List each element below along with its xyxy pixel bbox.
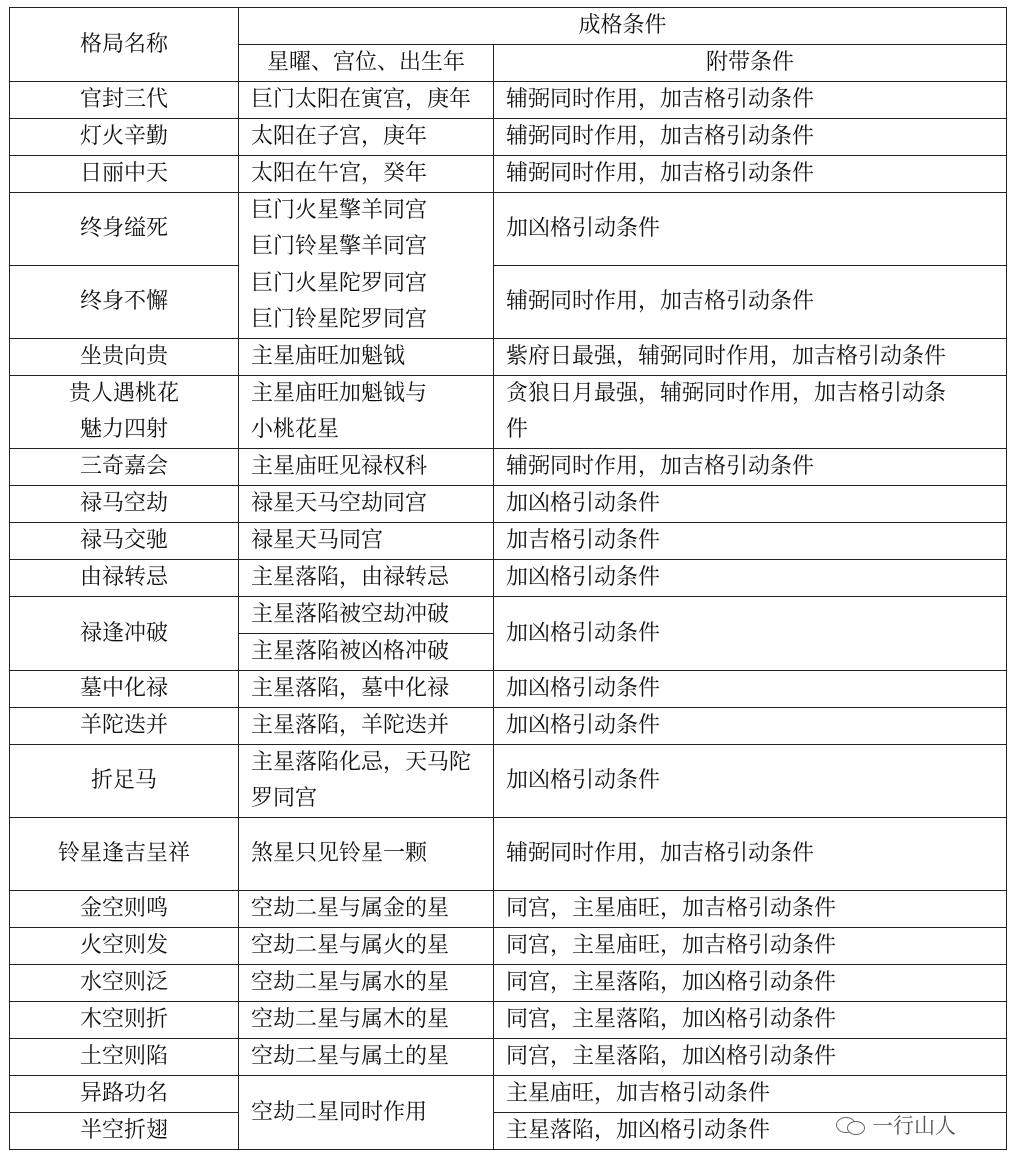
- pattern-extra: 加凶格引动条件: [494, 560, 1007, 597]
- pattern-extra: 紫府日最强，辅弼同时作用，加吉格引动条件: [494, 339, 1007, 376]
- pattern-extra: 主星落陷，加凶格引动条件: [494, 1113, 1007, 1150]
- pattern-name: 坐贵向贵: [10, 339, 239, 376]
- condition-line: 罗同宫: [251, 786, 318, 811]
- table-row: [10, 745, 1007, 818]
- pattern-extra: 辅弼同时作用，加吉格引动条件: [494, 156, 1007, 193]
- pattern-name: 木空则折: [10, 1002, 239, 1039]
- table-row: [10, 82, 1007, 119]
- pattern-extra: 加凶格引动条件: [494, 745, 1007, 818]
- condition-line: 巨门铃星擎羊同宫: [251, 234, 428, 260]
- pattern-extra: 辅弼同时作用，加吉格引动条件: [494, 818, 1007, 891]
- pattern-condition: 空劫二星与属金的星: [239, 891, 494, 928]
- header-pattern-name: 格局名称: [10, 8, 239, 82]
- table-row: [10, 486, 1007, 523]
- pattern-name: 由禄转忌: [10, 560, 239, 597]
- pattern-name: 日丽中天: [10, 156, 239, 193]
- pattern-condition: 禄星天马同宫: [239, 523, 494, 560]
- table-row: [10, 193, 1007, 266]
- pattern-extra: 同宫，主星庙旺，加吉格引动条件: [494, 928, 1007, 965]
- pattern-name: 折足马: [10, 745, 239, 818]
- pattern-condition: 空劫二星同时作用: [239, 1076, 494, 1150]
- pattern-name: 三奇嘉会: [10, 449, 239, 486]
- pattern-condition: 禄星天马空劫同宫: [239, 486, 494, 523]
- wechat-icon: [836, 1115, 866, 1135]
- pattern-condition: 空劫二星与属木的星: [239, 1002, 494, 1039]
- pattern-name: 火空则发: [10, 928, 239, 965]
- pattern-condition: [239, 266, 494, 339]
- table-row: [10, 1076, 1007, 1113]
- pattern-name: 土空则陷: [10, 1039, 239, 1076]
- pattern-name: 异路功名: [10, 1076, 239, 1113]
- table-row: [10, 266, 1007, 339]
- pattern-condition: 空劫二星与属火的星: [239, 928, 494, 965]
- condition-line: 巨门火星陀罗同宫: [251, 270, 428, 296]
- table-row: [10, 928, 1007, 965]
- header-conditions: 成格条件: [239, 8, 1007, 45]
- extra-line: 贪狼日月最强，辅弼同时作用，加吉格引动条: [506, 381, 947, 406]
- pattern-condition: 主星落陷被空劫冲破: [239, 597, 494, 634]
- pattern-condition: 煞星只见铃星一颗: [239, 818, 494, 891]
- table-row: [10, 560, 1007, 597]
- pattern-extra: 加凶格引动条件: [494, 597, 1007, 671]
- pattern-extra: 加凶格引动条件: [494, 193, 1007, 266]
- table-row: [10, 708, 1007, 745]
- pattern-name: 禄马空劫: [10, 486, 239, 523]
- pattern-condition: 主星落陷，羊陀迭并: [239, 708, 494, 745]
- condition-line: 主星庙旺加魁钺与: [251, 381, 428, 406]
- table-row: [10, 523, 1007, 560]
- pattern-table: [9, 7, 1007, 1150]
- pattern-condition: 主星落陷被凶格冲破: [239, 634, 494, 671]
- condition-line: 主星落陷化忌，天马陀: [251, 750, 472, 775]
- pattern-condition: 太阳在子宫，庚年: [239, 119, 494, 156]
- pattern-name: 终身不懈: [10, 266, 239, 339]
- pattern-name: 半空折翅: [10, 1113, 239, 1150]
- pattern-extra: 同宫，主星落陷，加凶格引动条件: [494, 965, 1007, 1002]
- table-row: [10, 449, 1007, 486]
- table-row: [10, 1002, 1007, 1039]
- pattern-name-line: 魅力四射: [79, 417, 168, 442]
- header-extra: 附带条件: [494, 45, 1007, 82]
- extra-line: 件: [506, 417, 529, 442]
- table-row: [10, 376, 1007, 449]
- pattern-name: 羊陀迭并: [10, 708, 239, 745]
- watermark-text: 一行山人: [872, 1114, 956, 1138]
- pattern-name: 灯火辛勤: [10, 119, 239, 156]
- table-row: [10, 965, 1007, 1002]
- pattern-condition: [239, 376, 494, 449]
- condition-line: 小桃花星: [251, 417, 340, 442]
- pattern-condition: 主星落陷，由禄转忌: [239, 560, 494, 597]
- table-row: [10, 119, 1007, 156]
- pattern-condition: 空劫二星与属土的星: [239, 1039, 494, 1076]
- table-row: [10, 339, 1007, 376]
- condition-line: 巨门火星擎羊同宫: [251, 198, 428, 224]
- pattern-extra: 同宫，主星庙旺，加吉格引动条件: [494, 891, 1007, 928]
- pattern-extra: 主星庙旺，加吉格引动条件: [494, 1076, 1007, 1113]
- pattern-extra: 同宫，主星落陷，加凶格引动条件: [494, 1002, 1007, 1039]
- watermark: [836, 1110, 956, 1140]
- pattern-condition: 巨门太阳在寅宫，庚年: [239, 82, 494, 119]
- pattern-extra: 加凶格引动条件: [494, 486, 1007, 523]
- pattern-extra: [494, 376, 1007, 449]
- table-row: [10, 671, 1007, 708]
- pattern-name: 禄马交驰: [10, 523, 239, 560]
- table-row: [10, 891, 1007, 928]
- pattern-condition: 空劫二星与属水的星: [239, 965, 494, 1002]
- pattern-name: 金空则鸣: [10, 891, 239, 928]
- pattern-condition: [239, 193, 494, 266]
- pattern-name: 官封三代: [10, 82, 239, 119]
- pattern-name: 禄逢冲破: [10, 597, 239, 671]
- pattern-extra: 辅弼同时作用，加吉格引动条件: [494, 119, 1007, 156]
- pattern-name: 水空则泛: [10, 965, 239, 1002]
- pattern-name-line: 贵人遇桃花: [68, 381, 179, 406]
- table-row: [10, 597, 1007, 634]
- pattern-extra: 加凶格引动条件: [494, 671, 1007, 708]
- pattern-extra: 加吉格引动条件: [494, 523, 1007, 560]
- pattern-condition: 太阳在午宫，癸年: [239, 156, 494, 193]
- pattern-extra: 辅弼同时作用，加吉格引动条件: [494, 82, 1007, 119]
- pattern-extra: 辅弼同时作用，加吉格引动条件: [494, 266, 1007, 339]
- pattern-name: [10, 376, 239, 449]
- condition-line: 巨门铃星陀罗同宫: [251, 306, 428, 332]
- pattern-extra: 加凶格引动条件: [494, 708, 1007, 745]
- pattern-extra: 辅弼同时作用，加吉格引动条件: [494, 449, 1007, 486]
- table-row: [10, 156, 1007, 193]
- pattern-name: 终身缢死: [10, 193, 239, 266]
- pattern-condition: [239, 745, 494, 818]
- header-stars: 星曜、宫位、出生年: [239, 45, 494, 82]
- pattern-condition: 主星庙旺加魁钺: [239, 339, 494, 376]
- table-row: [10, 818, 1007, 891]
- pattern-condition: 主星落陷，墓中化禄: [239, 671, 494, 708]
- pattern-extra: 同宫，主星落陷，加凶格引动条件: [494, 1039, 1007, 1076]
- pattern-condition: 主星庙旺见禄权科: [239, 449, 494, 486]
- table-row: [10, 1039, 1007, 1076]
- pattern-name: 铃星逢吉呈祥: [10, 818, 239, 891]
- pattern-name: 墓中化禄: [10, 671, 239, 708]
